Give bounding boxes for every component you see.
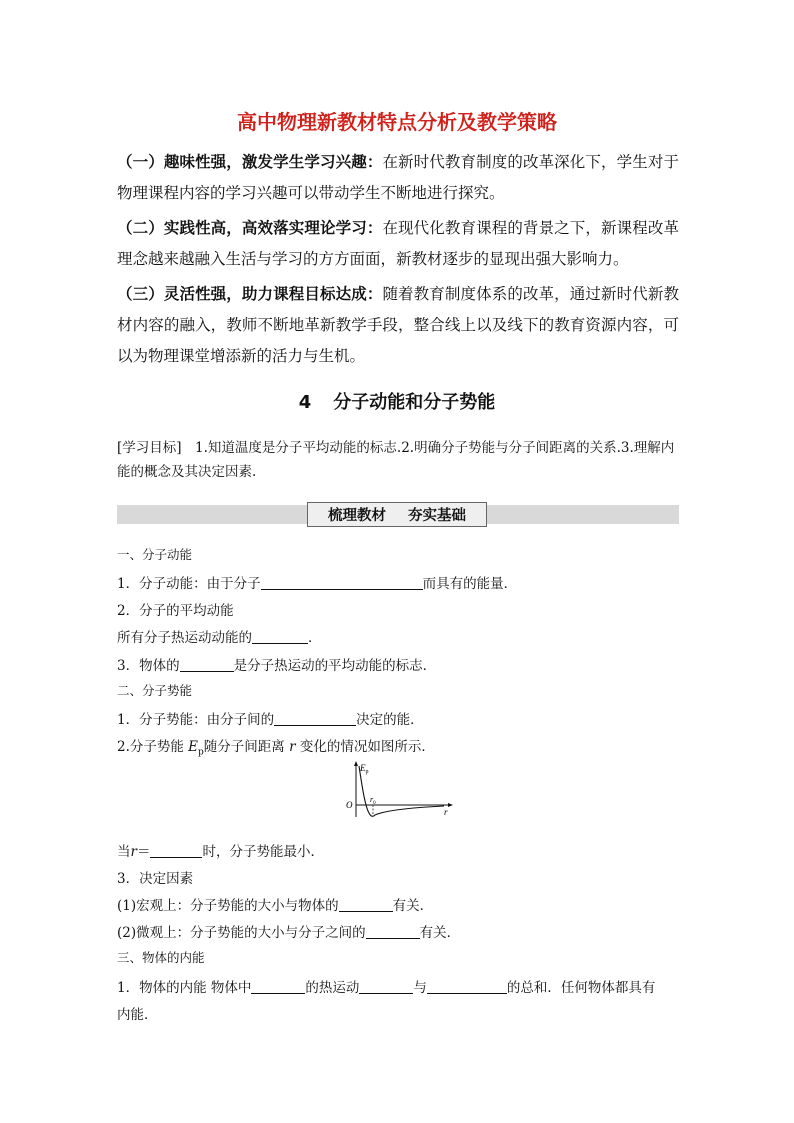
question-line-5: 当r＝ 时，分子势能最小． [117,844,324,860]
section-heading-internal-energy: 三、物体的内能 [117,950,205,965]
origin-label: O [346,800,353,810]
question-line-7: (2)微观上：分子势能的大小与分子之间的 有关． [117,925,461,941]
intro-text-1: 在新时代教育制度的改革深化下，学生对于物理课程内容的学习兴趣可以带动学生不断地进行探究。 [117,153,679,202]
intro-text-2: 在现代化教育课程的背景之下，新课程改革理念越来越融入生活与学习的方方面面，新教材逐步的显现出强大影响力。 [117,219,679,268]
potential-energy-graph [340,760,455,820]
r0-label: $r_0$ [370,795,376,806]
answer-blank[interactable] [251,979,305,994]
graph-description-line: 2.分子势能 $E_p$随分子间距离 r 变化的情况如图所示． [117,739,435,758]
learning-objectives: [学习目标] 1.知道温度是分子平均动能的标志.2.明确分子势能与分子间距离的关系.3.理解内能的概念及其决定因素. [117,440,675,480]
lesson-name: 分子动能和分子势能 [333,392,496,413]
intro-text-3: 随着教育制度体系的改革，通过新时代新教材内容的融入，教师不断地革新教学手段，整合线上以及线下的教育资源内容，可以为物理课堂增添新的活力与生机。 [117,285,679,365]
intro-bold-1: （一）趣味性强，激发学生学习兴趣： [117,152,383,171]
potential-curve [359,766,444,816]
answer-blank[interactable] [261,575,423,590]
intro-paragraph-3 [117,278,679,372]
x-axis-label: r [444,807,448,817]
intro-paragraph-1 [117,146,679,209]
section-heading-potential: 二、分子势能 [117,683,193,698]
intro-section [117,146,679,375]
x-axis-arrow [448,803,453,807]
question-line-3: 3．物体的 是分子热运动的平均动能的标志． [117,658,437,674]
answer-blank[interactable] [180,657,234,672]
banner-left: 梳理教材 [328,508,386,524]
section-banner [307,502,487,527]
question-line-1: 1．分子动能：由于分子 而具有的能量． [117,576,518,592]
section-heading-kinetic: 一、分子动能 [117,547,193,562]
answer-blank[interactable] [150,843,202,858]
question-line-2: 所有分子热运动动能的 ． [117,630,322,646]
answer-blank[interactable] [366,924,420,939]
intro-bold-3: （三）灵活性强，助力课程目标达成： [117,284,383,303]
answer-blank[interactable] [339,897,393,912]
lesson-number: 4 [298,392,312,413]
intro-bold-2: （二）实践性高，高效落实理论学习： [117,218,383,237]
question-line-4: 1．分子势能：由分子间的 决定的能． [117,712,424,728]
answer-blank[interactable] [274,711,356,726]
subheading-average-kinetic: 2．分子的平均动能 [117,603,234,619]
y-axis-label: $E_p$ [360,763,369,775]
question-line-8-continued: 内能． [117,1007,158,1023]
answer-blank[interactable] [252,629,308,644]
page-title: 高中物理新教材特点分析及教学策略 [237,110,557,134]
banner-right: 夯实基础 [408,508,466,524]
lesson-title [0,388,794,414]
answer-blank[interactable] [427,979,507,994]
question-line-6: (1)宏观上：分子势能的大小与物体的 有关． [117,898,434,914]
intro-paragraph-2 [117,212,679,275]
y-axis-arrow [354,761,358,766]
subheading-factors: 3．决定因素 [117,871,194,887]
answer-blank[interactable] [359,979,413,994]
question-line-8: 1．物体的内能 物体中 的热运动 与 的总和．任何物体都具有 [117,980,656,996]
